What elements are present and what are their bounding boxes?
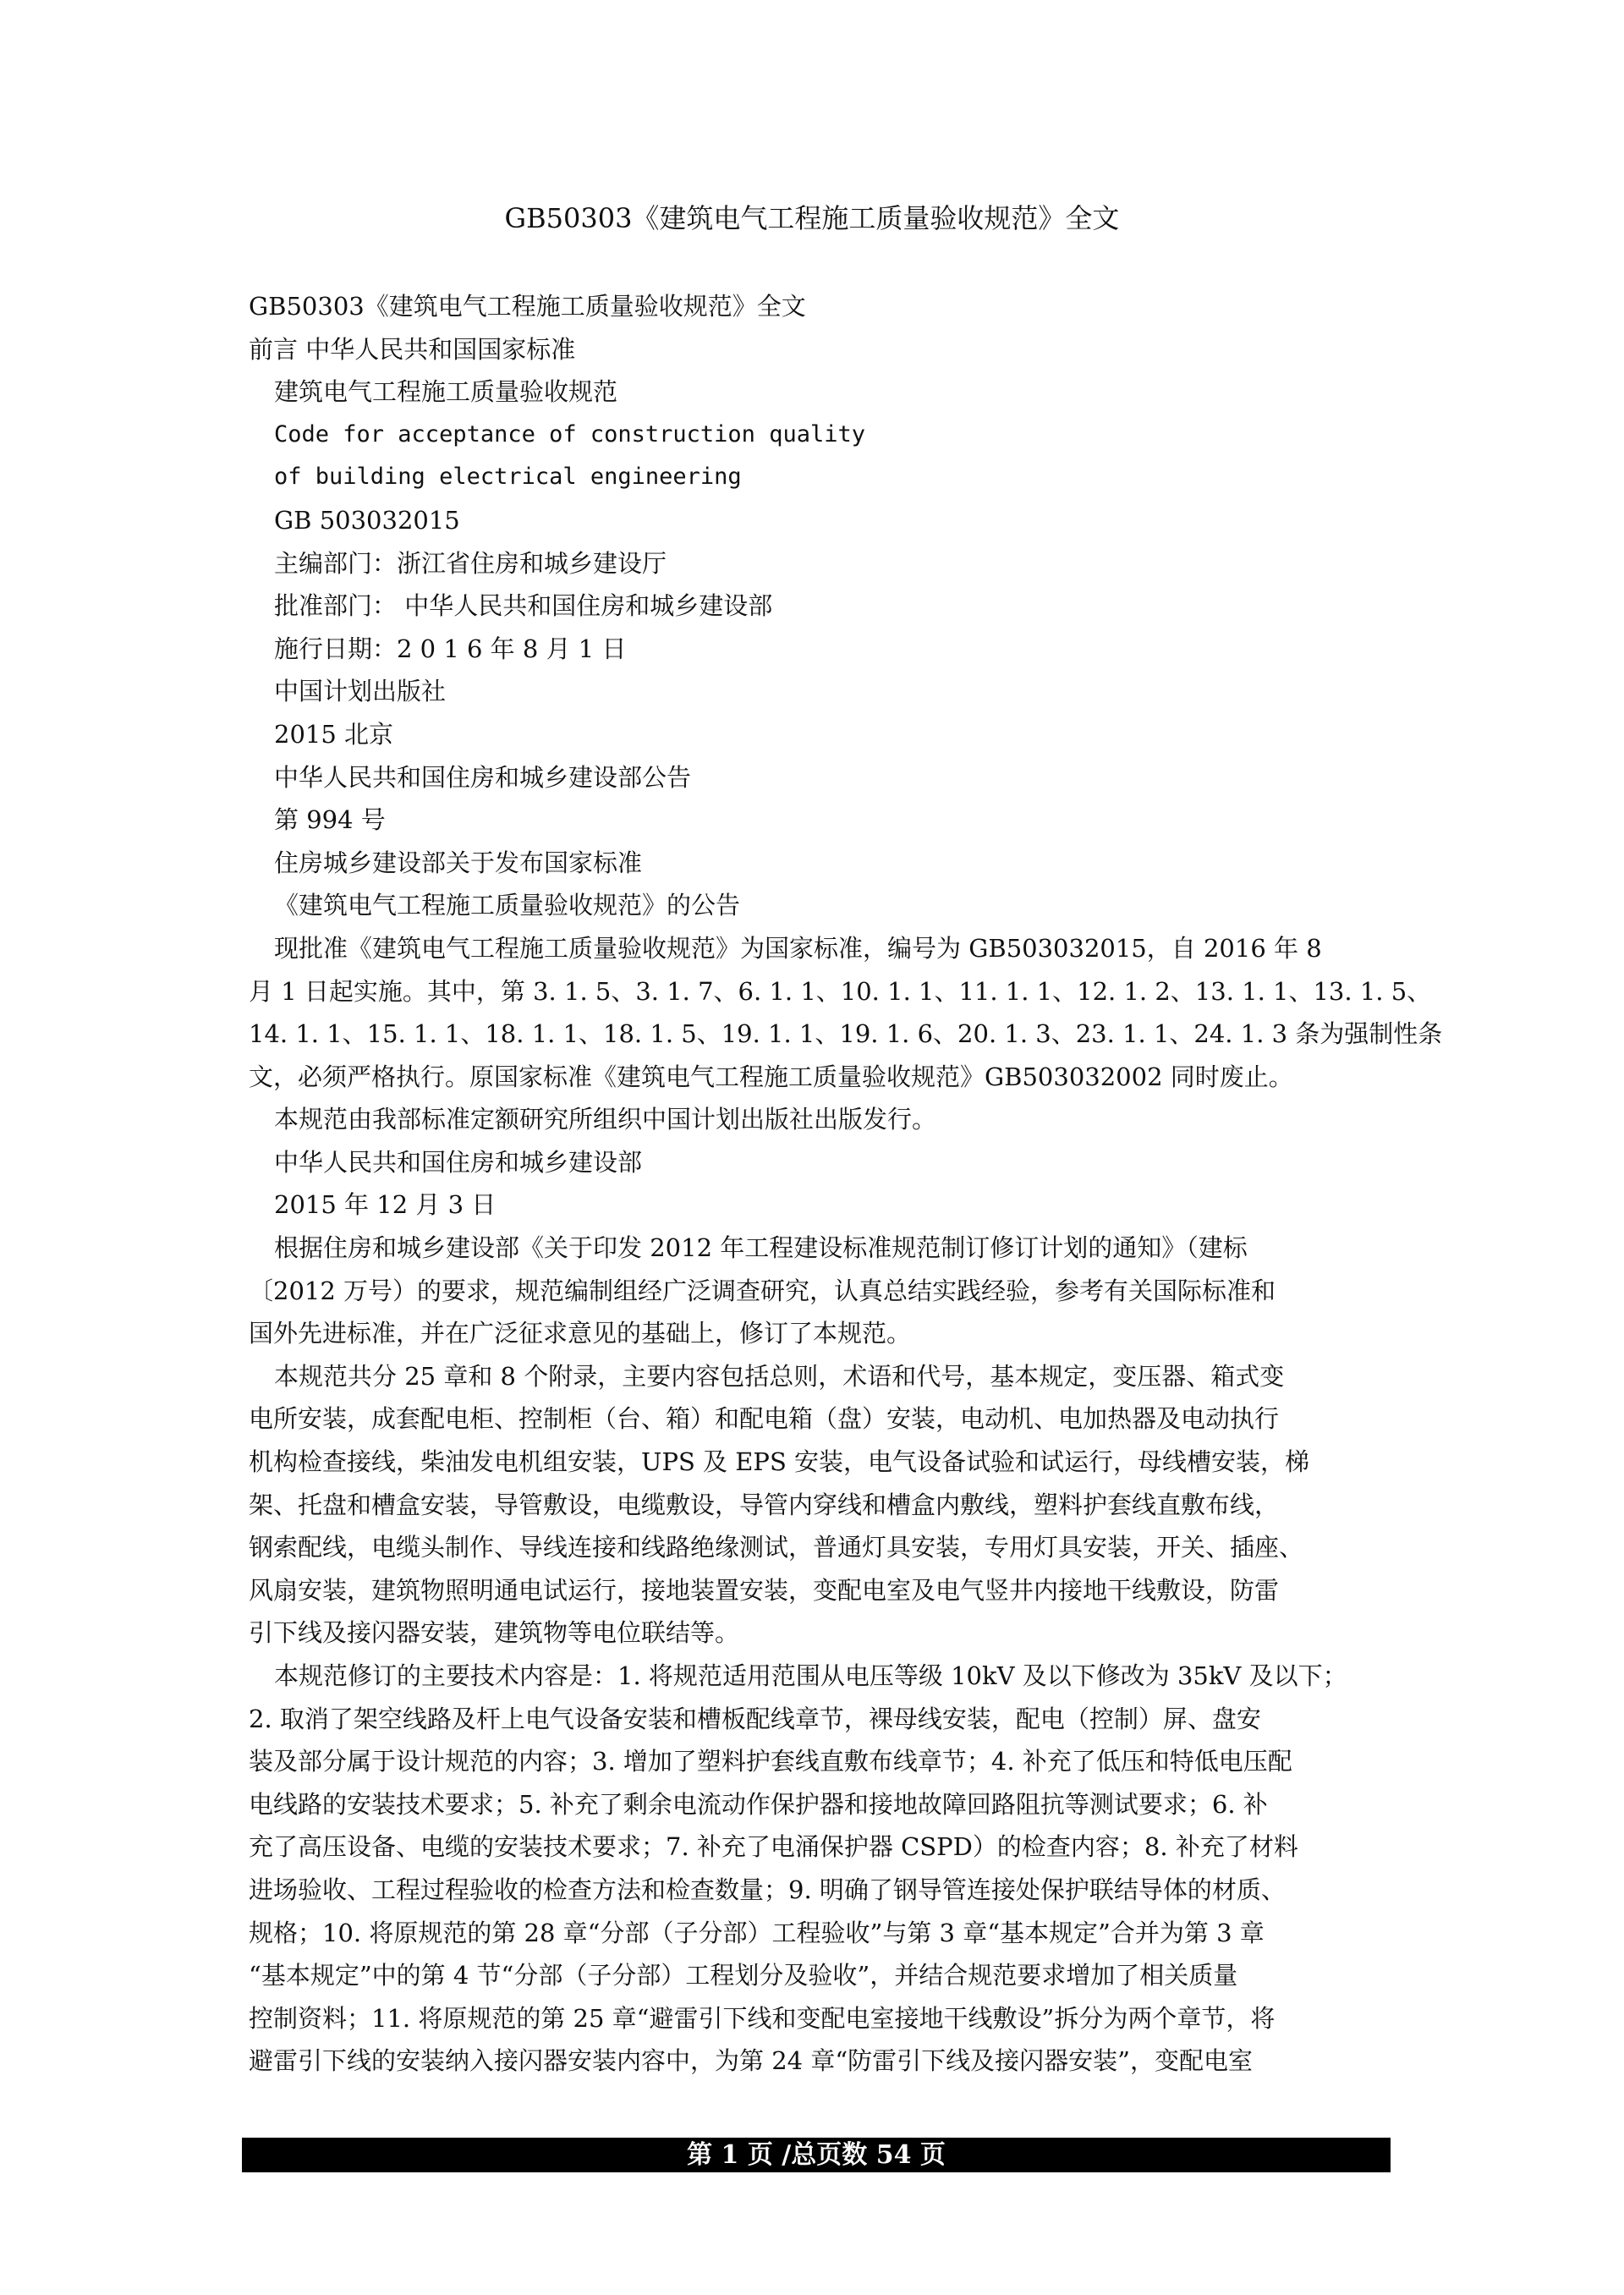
text-line: 中华人民共和国住房和城乡建设部公告: [274, 762, 692, 792]
text-line: 2. 取消了架空线路及杆上电气设备安装和槽板配线章节，裸母线安装，配电（控制）屏、盘安: [249, 1704, 1261, 1733]
text-line: 国外先进标准，并在广泛征求意见的基础上，修订了本规范。: [249, 1319, 912, 1348]
text-line: 充了高压设备、电缆的安装技术要求；7. 补充了电涌保护器 CSPD）的检查内容；8. 补充了材料: [249, 1832, 1298, 1862]
text-line: 引下线及接闪器安装，建筑物等电位联结等。: [249, 1618, 740, 1648]
text-line: Code for acceptance of construction quality: [274, 420, 865, 447]
text-line: “基本规定”中的第 4 节“分部（子分部）工程划分及验收”，并结合规范要求增加了相关质量: [249, 1961, 1238, 1990]
text-line: 本规范修订的主要技术内容是：1. 将规范适用范围从电压等级 10kV 及以下修改为 35kV 及以下；: [274, 1661, 1347, 1690]
text-line: 2015 北京: [274, 719, 394, 749]
text-line: 电所安装，成套配电柜、控制柜（台、箱）和配电箱（盘）安装，电动机、电加热器及电动执行: [249, 1404, 1280, 1434]
text-line: GB50303《建筑电气工程施工质量验收规范》全文: [249, 292, 806, 321]
text-line: 批准部门： 中华人民共和国住房和城乡建设部: [274, 591, 773, 621]
text-line: 《建筑电气工程施工质量验收规范》的公告: [274, 891, 741, 920]
page-number-label: 第 1 页 /总页数 54 页: [687, 2140, 946, 2170]
text-line: 现批准《建筑电气工程施工质量验收规范》为国家标准，编号为 GB503032015，自 2016 年 8: [274, 933, 1322, 963]
document-body: [249, 285, 1443, 2083]
text-line: 中国计划出版社: [274, 677, 447, 706]
page-footer: [242, 2138, 1391, 2172]
page-title: GB50303《建筑电气工程施工质量验收规范》全文: [504, 202, 1120, 234]
text-line: 本规范共分 25 章和 8 个附录，主要内容包括总则，术语和代号，基本规定，变压器、箱式变: [274, 1361, 1285, 1391]
text-line: 电线路的安装技术要求；5. 补充了剩余电流动作保护器和接地故障回路阻抗等测试要求；6. 补: [249, 1789, 1268, 1819]
text-line: 控制资料；11. 将原规范的第 25 章“避雷引下线和变配电室接地干线敷设”拆分为两个章节，将: [249, 2003, 1276, 2033]
text-line: 施行日期：2 0 1 6 年 8 月 1 日: [274, 634, 627, 663]
text-line: 进场验收、工程过程验收的检查方法和检查数量；9. 明确了钢导管连接处保护联结导体的材质、: [249, 1875, 1286, 1904]
text-line: 住房城乡建设部关于发布国家标准: [274, 848, 643, 877]
text-line: 文，必须严格执行。原国家标准《建筑电气工程施工质量验收规范》GB503032002 同时废止。: [249, 1062, 1293, 1091]
text-line: 钢索配线，电缆头制作、导线连接和线路绝缘测试，普通灯具安装，专用灯具安装，开关、插座、: [249, 1533, 1304, 1562]
text-line: 前言 中华人民共和国国家标准: [249, 334, 576, 364]
text-line: 中华人民共和国住房和城乡建设部: [274, 1147, 643, 1177]
text-line: 第 994 号: [274, 805, 386, 835]
text-line: 月 1 日起实施。其中，第 3. 1. 5、3. 1. 7、6. 1. 1、10. 1. 1、11. 1. 1、12. 1. 2、13. 1. 1、13. 1. 5、: [249, 976, 1432, 1006]
text-line: 根据住房和城乡建设部《关于印发 2012 年工程建设标准规范制订修订计划的通知》（建标: [274, 1233, 1248, 1263]
text-line: 〔2012 万号）的要求，规范编制组经广泛调查研究，认真总结实践经验，参考有关国际标准和: [249, 1276, 1276, 1305]
text-line: 14. 1. 1、15. 1. 1、18. 1. 1、18. 1. 5、19. 1. 1、19. 1. 6、20. 1. 3、23. 1. 1、24. 1. 3 条为强制性条: [249, 1019, 1443, 1049]
text-line: GB 503032015: [274, 505, 460, 535]
text-line: of building electrical engineering: [274, 464, 742, 491]
text-line: 架、托盘和槽盒安装，导管敷设，电缆敷设，导管内穿线和槽盒内敷线，塑料护套线直敷布线，: [249, 1490, 1280, 1519]
text-line: 2015 年 12 月 3 日: [274, 1190, 497, 1220]
text-line: 机构检查接线，柴油发电机组安装，UPS 及 EPS 安装，电气设备试验和试运行，母线槽安装，梯: [249, 1447, 1310, 1477]
text-line: 建筑电气工程施工质量验收规范: [274, 377, 618, 407]
text-line: 装及部分属于设计规范的内容；3. 增加了塑料护套线直敷布线章节；4. 补充了低压和特低电压配: [249, 1747, 1292, 1776]
text-line: 规格；10. 将原规范的第 28 章“分部（子分部）工程验收”与第 3 章“基本规定”合并为第 3 章: [249, 1918, 1265, 1947]
text-line: 主编部门：浙江省住房和城乡建设厅: [274, 548, 667, 578]
text-line: 避雷引下线的安装纳入接闪器安装内容中，为第 24 章“防雷引下线及接闪器安装”，变配电室: [249, 2046, 1253, 2076]
text-line: 本规范由我部标准定额研究所组织中国计划出版社出版发行。: [274, 1105, 937, 1134]
text-line: 风扇安装，建筑物照明通电试运行，接地装置安装，变配电室及电气竖井内接地干线敷设，防雷: [249, 1575, 1280, 1605]
